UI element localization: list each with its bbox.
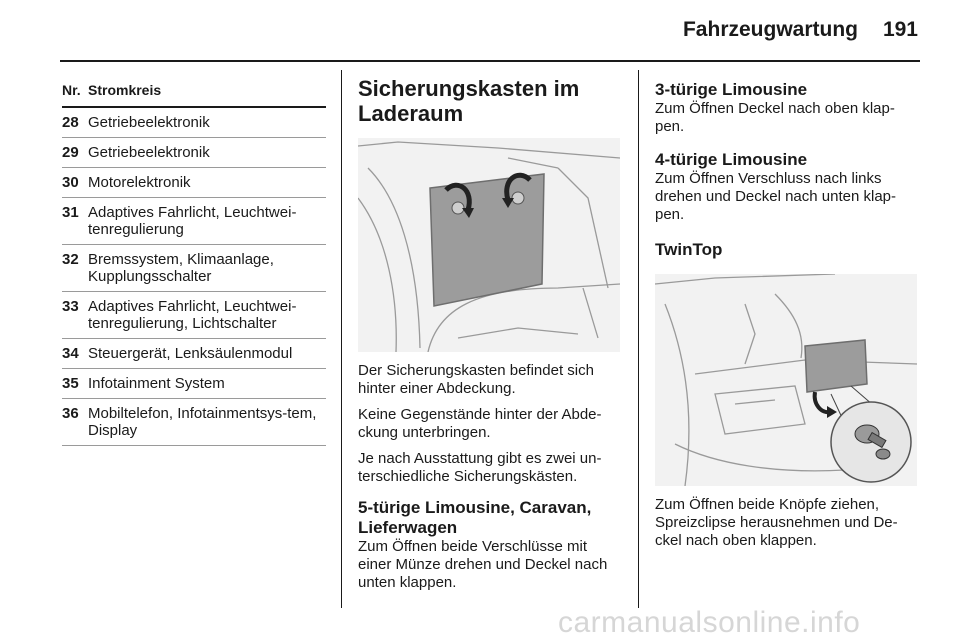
table-row (62, 198, 326, 245)
fuse-circuit: Mobiltelefon, Infotainmentsys-tem, Display (88, 405, 317, 439)
table-row (62, 138, 326, 168)
fuse-circuit: Getriebeelektronik (88, 144, 210, 161)
fuse-circuit: Getriebeelektronik (88, 114, 210, 131)
twintop-fuse-cover-illustration (655, 274, 917, 486)
trunk-illustration-svg (358, 138, 620, 352)
header-rule (60, 60, 920, 62)
table-header (62, 82, 326, 108)
fuse-number: 29 (62, 144, 79, 161)
paragraph: Keine Gegenstände hinter der Abde-ckung unterbringen. (358, 406, 602, 441)
watermark-text: carmanualsonline.info (558, 606, 861, 639)
fuse-circuit: Infotainment System (88, 375, 225, 392)
paragraph: Je nach Ausstattung gibt es zwei un-terschiedliche Sicherungskästen. (358, 450, 602, 485)
fuse-number: 35 (62, 375, 79, 392)
section-heading: Sicherungskasten im Laderaum (358, 76, 580, 126)
table-row (62, 369, 326, 399)
fuse-number: 30 (62, 174, 79, 191)
fuse-number: 31 (62, 204, 79, 221)
subheading: 3-türige Limousine (655, 80, 808, 99)
table-row (62, 168, 326, 198)
column-header-circuit: Stromkreis (88, 82, 162, 98)
table-row (62, 339, 326, 369)
twintop-illustration-svg (655, 274, 917, 486)
section-variants (655, 80, 923, 550)
fuse-circuit: Steuergerät, Lenksäulenmodul (88, 345, 293, 362)
paragraph: Der Sicherungskasten befindet sich hinter einer Abdeckung. (358, 362, 594, 397)
table-row (62, 108, 326, 138)
subheading: 5-türige Limousine, Caravan, Lieferwagen (358, 498, 592, 537)
column-divider-1 (341, 70, 342, 608)
fuse-circuit: Adaptives Fahrlicht, Leuchtwei-tenregulierung, Lichtschalter (88, 298, 297, 332)
table-row (62, 399, 326, 446)
fuse-number: 34 (62, 345, 79, 362)
column-header-nr: Nr. (62, 82, 81, 98)
paragraph: Zum Öffnen Deckel nach oben klap-pen. (655, 100, 895, 135)
page-header (0, 18, 960, 48)
subheading: 4-türige Limousine (655, 150, 808, 169)
table-row (62, 292, 326, 339)
subheading: TwinTop (655, 240, 723, 259)
fuse-number: 32 (62, 251, 79, 268)
fuse-circuit: Adaptives Fahrlicht, Leuchtwei-tenregulierung (88, 204, 297, 238)
column-divider-2 (638, 70, 639, 608)
fuse-circuit: Bremssystem, Klimaanlage, Kupplungsschalter (88, 251, 274, 285)
paragraph: Zum Öffnen beide Knöpfe ziehen, Spreizclipse herausnehmen und De-ckel nach oben klappen. (655, 496, 898, 549)
chapter-title: Fahrzeugwartung (682, 18, 858, 41)
fuse-number: 33 (62, 298, 79, 315)
table-row (62, 245, 326, 292)
fuse-circuit: Motorelektronik (88, 174, 191, 191)
paragraph: Zum Öffnen Verschluss nach links drehen und Deckel nach unten klap-pen. (655, 170, 896, 223)
fuse-table (62, 82, 326, 446)
trunk-fuse-cover-illustration (358, 138, 620, 352)
fuse-number: 28 (62, 114, 79, 131)
section-fuse-box-trunk (358, 76, 624, 592)
fuse-number: 36 (62, 405, 79, 422)
paragraph: Zum Öffnen beide Verschlüsse mit einer Münze drehen und Deckel nach unten klappen. (358, 538, 608, 591)
page-number: 191 (882, 18, 918, 41)
